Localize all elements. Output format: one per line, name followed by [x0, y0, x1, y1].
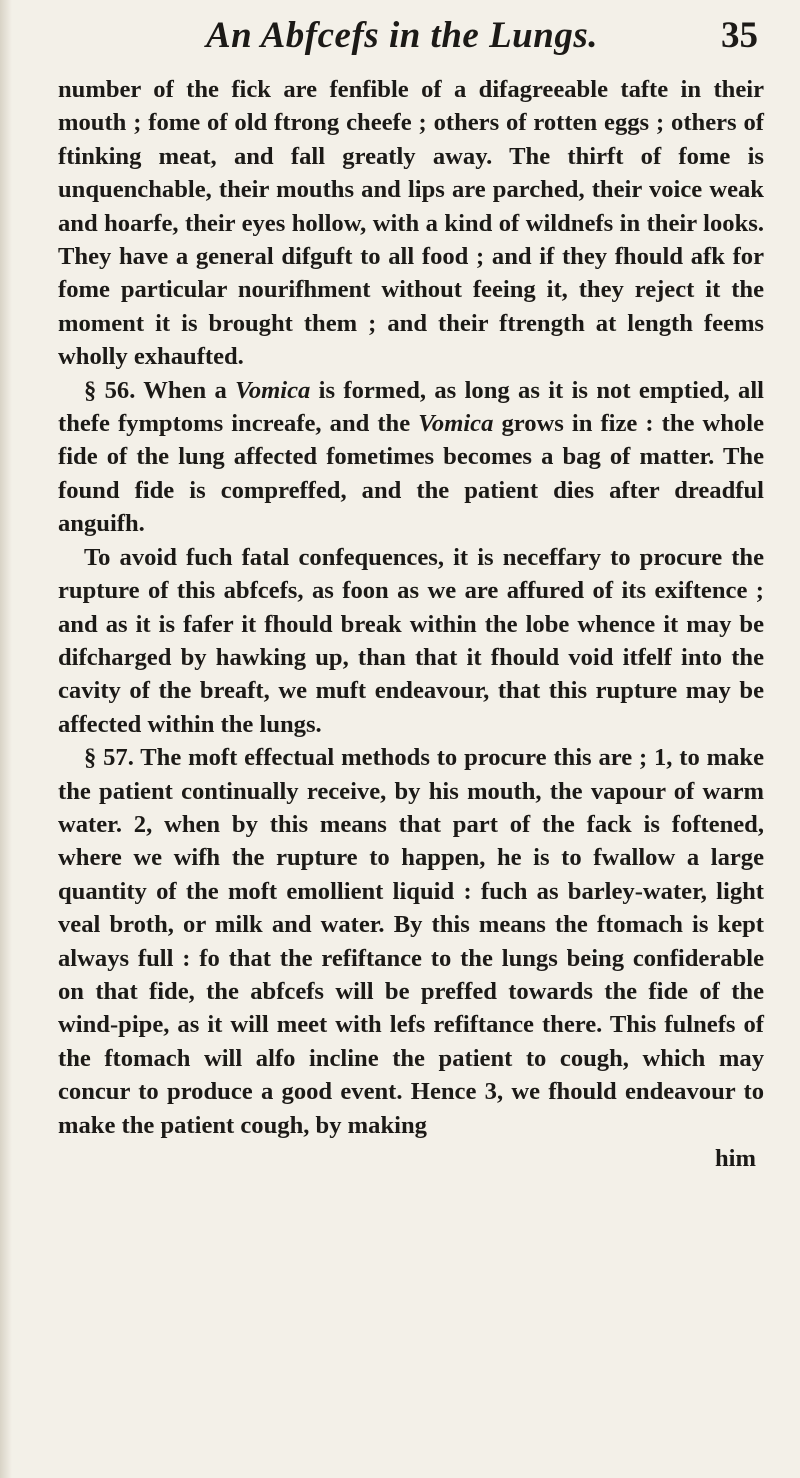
paragraph-section-57 — [58, 741, 764, 1142]
running-head — [38, 14, 766, 66]
paragraph-avoid-consequences — [58, 541, 764, 741]
text-run: § 57. The moft effectual methods to procure this are ; 1, to make the patient continually receive, by his mouth, the vapour of warm water. 2, when by this means that part of the fack is foftened, where we wifh the rupture to happen, he is to fwallow a large quantity of the moft emollient liquid : fuch as barley-water, light veal broth, or milk and water. By this means the ftomach is kept always full : fo that the refiftance to the lungs being confiderable on that fide, the abfcefs will be preffed towards the fide of the wind-pipe, as it will meet with lefs refiftance there. This fulnefs of the ftomach will alfo incline the patient to cough, which may concur to produce a good event. Hence 3, we fhould endeavour to make the patient cough, by making — [58, 744, 764, 1139]
italic-term: Vomica — [235, 376, 311, 404]
paragraph-section-56 — [58, 374, 764, 541]
paragraph-symptoms — [58, 73, 764, 374]
catchword: him — [715, 1145, 756, 1172]
italic-term: Vomica — [418, 410, 494, 438]
page-number: 35 — [721, 15, 758, 56]
body-text — [58, 73, 764, 1175]
text-run: § 56. When a — [84, 376, 236, 404]
text-run: number of the fick are fenfible of a difagreeable tafte in their mouth ; fome of old ftrong cheefe ; others of rotten eggs ; others of ftinking meat, and fall greatly away. The thirft of fome is unquenchable, their mouths and lips are parched, their voice weak and hoarfe, their eyes hollow, with a kind of wildnefs in their looks. They have a general difguft to all food ; and if they fhould afk for fome particular nourifhment without feeing it, they reject it the moment it is brought them ; and their ftrength at length feems wholly exhaufted. — [58, 76, 764, 371]
text-run: To avoid fuch fatal confequences, it is neceffary to procure the rupture of this abfcefs, as foon as we are affured of its exiftence ; and as it is fafer it fhould break within the lobe whence it may be difcharged by hawking up, than that it fhould void itfelf into the cavity of the breaft, we muft endeavour, that this rupture may be affected within the lungs. — [58, 543, 764, 738]
running-title: An Abfcefs in the Lungs. — [206, 15, 598, 56]
text-run: grows in fize : the whole fide of the lung affected fometimes becomes a bag of matter. The found fide is compreffed, and the patient dies after dreadful anguifh. — [58, 410, 764, 538]
page-gutter-shadow — [0, 0, 12, 1478]
text-run: is formed, as long as it is not emptied, all thefe fymptoms increafe, and the — [58, 376, 764, 438]
